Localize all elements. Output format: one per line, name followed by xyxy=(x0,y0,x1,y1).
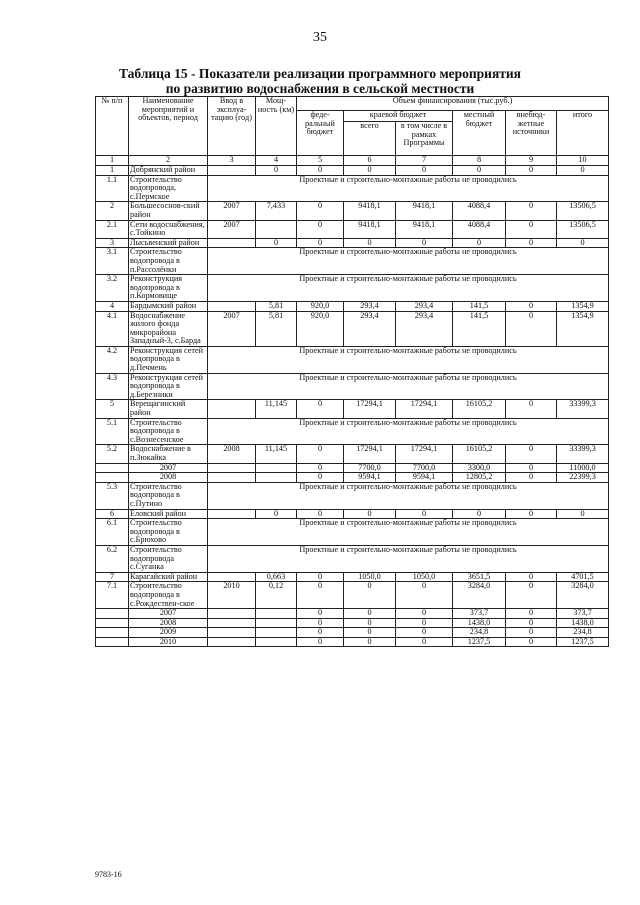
cell-federal: 920,0 xyxy=(297,311,344,346)
column-number: 4 xyxy=(256,156,297,166)
column-number-row xyxy=(96,156,609,166)
cell-name: 2009 xyxy=(129,628,208,638)
cell-capacity: 0 xyxy=(256,238,297,248)
cell-note: Проектные и строительно-монтажные работы не проводились xyxy=(208,373,609,400)
cell-no: 1 xyxy=(96,166,129,176)
cell-offbudget: 0 xyxy=(506,166,557,176)
cell-federal: 0 xyxy=(297,582,344,609)
cell-name: Большесоснов-ский район xyxy=(129,202,208,220)
header-regional-group: краевой бюджет xyxy=(344,111,453,122)
cell-offbudget: 0 xyxy=(506,463,557,473)
cell-federal: 0 xyxy=(297,166,344,176)
cell-total: 13506,5 xyxy=(557,220,609,238)
cell-name: Реконструкция сетей водопровода в д.Березники xyxy=(129,373,208,400)
cell-regional-total: 17294,1 xyxy=(344,445,396,463)
cell-name: Строительство водопровода, с.Пермское xyxy=(129,175,208,202)
cell-regional-total: 0 xyxy=(344,582,396,609)
cell-total: 1354,9 xyxy=(557,301,609,311)
column-number: 5 xyxy=(297,156,344,166)
table-row xyxy=(96,445,609,463)
cell-name: 2007 xyxy=(129,609,208,619)
cell-federal: 0 xyxy=(297,509,344,519)
cell-regional-total: 9418,1 xyxy=(344,202,396,220)
cell-regional-program: 0 xyxy=(396,582,453,609)
cell-capacity: 11,145 xyxy=(256,400,297,418)
cell-name: Строительство водопровода в с.Брюхово xyxy=(129,519,208,546)
cell-total: 3284,0 xyxy=(557,582,609,609)
column-number: 1 xyxy=(96,156,129,166)
cell-capacity xyxy=(256,220,297,238)
table-row xyxy=(96,418,609,445)
cell-federal: 0 xyxy=(297,445,344,463)
table-title-line2: по развитию водоснабжения в сельской местности xyxy=(165,81,475,96)
cell-offbudget: 0 xyxy=(506,311,557,346)
cell-name: Реконструкция сетей водопровода в д.Печмень xyxy=(129,346,208,373)
cell-federal: 920,0 xyxy=(297,301,344,311)
cell-regional-program: 7700,0 xyxy=(396,463,453,473)
cell-regional-program: 0 xyxy=(396,238,453,248)
table-row xyxy=(96,166,609,176)
cell-total: 11000,0 xyxy=(557,463,609,473)
cell-year xyxy=(208,618,256,628)
cell-capacity xyxy=(256,628,297,638)
cell-local: 0 xyxy=(453,166,506,176)
cell-no xyxy=(96,463,129,473)
cell-offbudget: 0 xyxy=(506,609,557,619)
column-number: 9 xyxy=(506,156,557,166)
cell-year xyxy=(208,628,256,638)
cell-year xyxy=(208,609,256,619)
cell-regional-program: 0 xyxy=(396,166,453,176)
cell-name: 2008 xyxy=(129,618,208,628)
table-row xyxy=(96,509,609,519)
cell-no: 2 xyxy=(96,202,129,220)
cell-year xyxy=(208,400,256,418)
cell-name: Водоснабжение жилого фонда микрорайона Западный-3, с.Барда xyxy=(129,311,208,346)
cell-no: 3.1 xyxy=(96,248,129,275)
table-row-period xyxy=(96,473,609,483)
cell-note: Проектные и строительно-монтажные работы не проводились xyxy=(208,275,609,302)
cell-year: 2008 xyxy=(208,445,256,463)
table-row xyxy=(96,400,609,418)
cell-federal: 0 xyxy=(297,628,344,638)
cell-regional-program: 0 xyxy=(396,628,453,638)
cell-federal: 0 xyxy=(297,609,344,619)
cell-regional-program: 293,4 xyxy=(396,301,453,311)
cell-no: 6.2 xyxy=(96,545,129,572)
cell-regional-total: 0 xyxy=(344,166,396,176)
cell-local: 0 xyxy=(453,238,506,248)
cell-no: 3.2 xyxy=(96,275,129,302)
table-row xyxy=(96,545,609,572)
cell-regional-total: 0 xyxy=(344,609,396,619)
cell-name: 2007 xyxy=(129,463,208,473)
cell-regional-program: 17294,1 xyxy=(396,400,453,418)
cell-local: 3651,5 xyxy=(453,572,506,582)
cell-regional-total: 1050,0 xyxy=(344,572,396,582)
cell-capacity: 0 xyxy=(256,509,297,519)
financing-table xyxy=(95,96,609,647)
cell-total: 0 xyxy=(557,238,609,248)
cell-local: 141,5 xyxy=(453,311,506,346)
table-row-period xyxy=(96,609,609,619)
cell-note: Проектные и строительно-монтажные работы не проводились xyxy=(208,175,609,202)
cell-name: Реконструкция водопровода в п.Кормовище xyxy=(129,275,208,302)
cell-total: 13506,5 xyxy=(557,202,609,220)
cell-no: 4.2 xyxy=(96,346,129,373)
cell-total: 1237,5 xyxy=(557,637,609,647)
cell-total: 33399,3 xyxy=(557,445,609,463)
cell-regional-program: 0 xyxy=(396,509,453,519)
cell-name: Бардымский район xyxy=(129,301,208,311)
cell-offbudget: 0 xyxy=(506,637,557,647)
cell-name: Строительство водопровода с.Суганка xyxy=(129,545,208,572)
cell-local: 234,8 xyxy=(453,628,506,638)
table-title-line1: Таблица 15 - Показатели реализации программного мероприятия xyxy=(119,66,521,81)
cell-regional-total: 9418,1 xyxy=(344,220,396,238)
cell-capacity: 0,663 xyxy=(256,572,297,582)
table-row xyxy=(96,175,609,202)
column-number: 6 xyxy=(344,156,396,166)
cell-offbudget: 0 xyxy=(506,628,557,638)
cell-no: 4 xyxy=(96,301,129,311)
cell-capacity xyxy=(256,609,297,619)
cell-regional-program: 17294,1 xyxy=(396,445,453,463)
cell-total: 0 xyxy=(557,166,609,176)
column-number: 8 xyxy=(453,156,506,166)
table-row-period xyxy=(96,628,609,638)
cell-capacity: 5,81 xyxy=(256,311,297,346)
cell-year: 2010 xyxy=(208,582,256,609)
cell-local: 16105,2 xyxy=(453,400,506,418)
cell-regional-total: 0 xyxy=(344,509,396,519)
cell-name: Водоснабжение в п.Зюкайка xyxy=(129,445,208,463)
header-local: местный бюджет xyxy=(453,111,506,156)
cell-no: 2.1 xyxy=(96,220,129,238)
cell-name: Еловский район xyxy=(129,509,208,519)
header-regional-total: всего xyxy=(344,122,396,156)
cell-no: 6.1 xyxy=(96,519,129,546)
cell-total: 234,8 xyxy=(557,628,609,638)
cell-no: 7 xyxy=(96,572,129,582)
cell-local: 3300,0 xyxy=(453,463,506,473)
column-number: 10 xyxy=(557,156,609,166)
cell-total: 373,7 xyxy=(557,609,609,619)
table-row-period xyxy=(96,463,609,473)
cell-offbudget: 0 xyxy=(506,473,557,483)
header-total: итого xyxy=(557,111,609,156)
cell-offbudget: 0 xyxy=(506,400,557,418)
cell-regional-program: 1050,0 xyxy=(396,572,453,582)
header-offbudget: внебюд-жетные источники xyxy=(506,111,557,156)
cell-year: 2007 xyxy=(208,220,256,238)
cell-no: 3 xyxy=(96,238,129,248)
cell-local: 1438,0 xyxy=(453,618,506,628)
cell-local: 141,5 xyxy=(453,301,506,311)
cell-federal: 0 xyxy=(297,463,344,473)
cell-capacity: 11,145 xyxy=(256,445,297,463)
cell-total: 0 xyxy=(557,509,609,519)
cell-no xyxy=(96,473,129,483)
cell-name: Лысьвенский район xyxy=(129,238,208,248)
cell-federal: 0 xyxy=(297,220,344,238)
cell-no: 4.1 xyxy=(96,311,129,346)
cell-capacity xyxy=(256,637,297,647)
cell-no xyxy=(96,609,129,619)
cell-name: Карагайский район xyxy=(129,572,208,582)
cell-federal: 0 xyxy=(297,473,344,483)
cell-year xyxy=(208,572,256,582)
table-row xyxy=(96,482,609,509)
cell-offbudget: 0 xyxy=(506,220,557,238)
cell-capacity xyxy=(256,473,297,483)
page-number: 35 xyxy=(313,30,327,45)
cell-name: Строительство водопровода в с.Вознесенское xyxy=(129,418,208,445)
cell-total: 33399,3 xyxy=(557,400,609,418)
cell-no: 6 xyxy=(96,509,129,519)
cell-local: 4088,4 xyxy=(453,220,506,238)
table-row-period xyxy=(96,637,609,647)
cell-name: Добрянский район xyxy=(129,166,208,176)
column-number: 2 xyxy=(129,156,208,166)
cell-local: 4088,4 xyxy=(453,202,506,220)
cell-regional-total: 293,4 xyxy=(344,301,396,311)
cell-regional-total: 0 xyxy=(344,618,396,628)
cell-note: Проектные и строительно-монтажные работы не проводились xyxy=(208,346,609,373)
cell-note: Проектные и строительно-монтажные работы не проводились xyxy=(208,545,609,572)
cell-no: 4.3 xyxy=(96,373,129,400)
table-row xyxy=(96,373,609,400)
cell-name: Верещагинский район xyxy=(129,400,208,418)
cell-year: 2007 xyxy=(208,202,256,220)
column-number: 7 xyxy=(396,156,453,166)
cell-no: 1.1 xyxy=(96,175,129,202)
table-row xyxy=(96,275,609,302)
cell-total: 4701,5 xyxy=(557,572,609,582)
table-row xyxy=(96,582,609,609)
cell-capacity xyxy=(256,618,297,628)
cell-regional-program: 9594,1 xyxy=(396,473,453,483)
table-row xyxy=(96,301,609,311)
cell-note: Проектные и строительно-монтажные работы не проводились xyxy=(208,418,609,445)
cell-name: 2008 xyxy=(129,473,208,483)
cell-local: 16105,2 xyxy=(453,445,506,463)
header-row xyxy=(96,97,609,111)
table-body xyxy=(96,97,609,647)
cell-note: Проектные и строительно-монтажные работы не проводились xyxy=(208,519,609,546)
cell-regional-total: 17294,1 xyxy=(344,400,396,418)
cell-local: 373,7 xyxy=(453,609,506,619)
cell-regional-program: 293,4 xyxy=(396,311,453,346)
cell-no: 5.1 xyxy=(96,418,129,445)
cell-total: 1354,9 xyxy=(557,311,609,346)
cell-offbudget: 0 xyxy=(506,618,557,628)
cell-capacity: 7,433 xyxy=(256,202,297,220)
cell-name: Строительство водопровода в с.Рождествен-ское xyxy=(129,582,208,609)
cell-regional-program: 0 xyxy=(396,618,453,628)
cell-capacity: 0 xyxy=(256,166,297,176)
cell-federal: 0 xyxy=(297,572,344,582)
cell-name: Строительство водопровода в с.Путино xyxy=(129,482,208,509)
cell-capacity: 5,81 xyxy=(256,301,297,311)
cell-year xyxy=(208,166,256,176)
cell-year: 2007 xyxy=(208,311,256,346)
cell-no: 5.2 xyxy=(96,445,129,463)
cell-offbudget: 0 xyxy=(506,202,557,220)
cell-no: 5.3 xyxy=(96,482,129,509)
table-row xyxy=(96,519,609,546)
cell-regional-program: 9418,1 xyxy=(396,220,453,238)
cell-no xyxy=(96,637,129,647)
cell-regional-total: 0 xyxy=(344,628,396,638)
cell-regional-total: 293,4 xyxy=(344,311,396,346)
cell-offbudget: 0 xyxy=(506,445,557,463)
cell-note: Проектные и строительно-монтажные работы не проводились xyxy=(208,482,609,509)
cell-federal: 0 xyxy=(297,202,344,220)
cell-offbudget: 0 xyxy=(506,572,557,582)
cell-year xyxy=(208,463,256,473)
cell-regional-program: 0 xyxy=(396,609,453,619)
header-capacity: Мощ-ность (км) xyxy=(256,97,297,156)
column-number: 3 xyxy=(208,156,256,166)
cell-local: 12805,2 xyxy=(453,473,506,483)
cell-local: 0 xyxy=(453,509,506,519)
cell-year xyxy=(208,637,256,647)
header-year: Ввод в эксплуа-тацию (год) xyxy=(208,97,256,156)
cell-note: Проектные и строительно-монтажные работы не проводились xyxy=(208,248,609,275)
cell-name: Строительство водопровода в п.Рассолёнки xyxy=(129,248,208,275)
cell-no: 5 xyxy=(96,400,129,418)
table-row-period xyxy=(96,618,609,628)
cell-regional-total: 0 xyxy=(344,637,396,647)
cell-federal: 0 xyxy=(297,400,344,418)
table-row xyxy=(96,220,609,238)
header-funding-group: Объем финансирования (тыс.руб.) xyxy=(297,97,609,111)
table-row xyxy=(96,311,609,346)
cell-offbudget: 0 xyxy=(506,582,557,609)
cell-total: 22399,3 xyxy=(557,473,609,483)
cell-federal: 0 xyxy=(297,618,344,628)
cell-offbudget: 0 xyxy=(506,301,557,311)
header-no: № п/п xyxy=(96,97,129,156)
cell-regional-total: 7700,0 xyxy=(344,463,396,473)
cell-name: Сети водоснабжения, с.Тойкино xyxy=(129,220,208,238)
cell-offbudget: 0 xyxy=(506,238,557,248)
table-row xyxy=(96,572,609,582)
cell-no: 7.1 xyxy=(96,582,129,609)
cell-regional-program: 9418,1 xyxy=(396,202,453,220)
cell-offbudget: 0 xyxy=(506,509,557,519)
table-title xyxy=(60,66,580,96)
cell-capacity xyxy=(256,463,297,473)
table-row xyxy=(96,346,609,373)
cell-year xyxy=(208,301,256,311)
cell-year xyxy=(208,509,256,519)
cell-year xyxy=(208,238,256,248)
header-name: Наименование мероприятий и объектов, период xyxy=(129,97,208,156)
header-federal: феде-ральный бюджет xyxy=(297,111,344,156)
cell-capacity: 0,12 xyxy=(256,582,297,609)
table-row xyxy=(96,202,609,220)
cell-local: 3284,0 xyxy=(453,582,506,609)
document-code: 9783-16 xyxy=(95,870,122,879)
header-regional-program: в том числе в рамках Программы xyxy=(396,122,453,156)
cell-no xyxy=(96,618,129,628)
cell-regional-program: 0 xyxy=(396,637,453,647)
table-row xyxy=(96,238,609,248)
cell-local: 1237,5 xyxy=(453,637,506,647)
cell-total: 1438,0 xyxy=(557,618,609,628)
cell-federal: 0 xyxy=(297,238,344,248)
table-row xyxy=(96,248,609,275)
cell-no xyxy=(96,628,129,638)
cell-regional-total: 0 xyxy=(344,238,396,248)
cell-year xyxy=(208,473,256,483)
cell-regional-total: 9594,1 xyxy=(344,473,396,483)
cell-name: 2010 xyxy=(129,637,208,647)
cell-federal: 0 xyxy=(297,637,344,647)
